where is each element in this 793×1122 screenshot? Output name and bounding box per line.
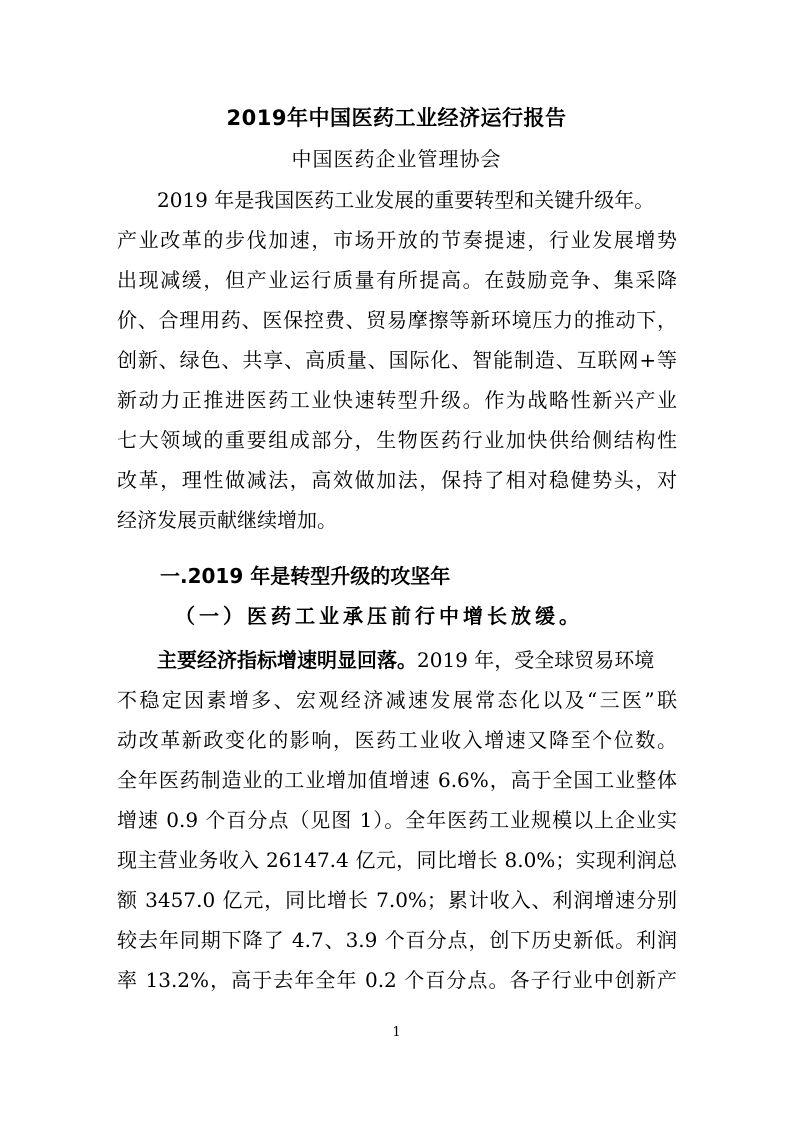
paragraph-first-line <box>157 642 677 678</box>
intro-line: 价、合理用药、医保控费、贸易摩擦等新环境压力的推动下， <box>117 308 677 332</box>
intro-line: 改革，理性做减法，高效做加法，保持了相对稳健势头，对 <box>117 468 677 492</box>
intro-line: 经济发展贡献继续增加。 <box>117 508 337 532</box>
paragraph-line: 全年医药制造业的工业增加值增速 6.6%，高于全国工业整体 <box>117 768 677 792</box>
report-author: 中国医药企业管理协会 <box>291 147 502 171</box>
paragraph-line: 现主营业务收入 26147.4 亿元，同比增长 8.0%；实现利润总 <box>117 848 677 872</box>
section-heading: 一.2019 年是转型升级的攻坚年 <box>160 564 451 588</box>
paragraph-lead: 主要经济指标增速明显回落。 <box>157 648 417 672</box>
intro-line: 2019 年是我国医药工业发展的重要转型和关键升级年。 <box>157 188 655 212</box>
intro-line: 产业改革的步伐加速，市场开放的节奏提速，行业发展增势 <box>117 228 677 252</box>
report-title: 2019年中国医药工业经济运行报告 <box>226 106 567 130</box>
intro-line: 出现减缓，但产业运行质量有所提高。在鼓励竞争、集采降 <box>117 268 677 292</box>
paragraph-line: 增速 0.9 个百分点（见图 1）。全年医药工业规模以上企业实 <box>117 808 677 832</box>
intro-line: 新动力正推进医药工业快速转型升级。作为战略性新兴产业 <box>117 388 677 412</box>
page-number: 1 <box>392 1025 401 1040</box>
paragraph-line: 较去年同期下降了 4.7、3.9 个百分点，创下历史新低。利润 <box>117 928 677 952</box>
intro-line: 七大领域的重要组成部分，生物医药行业加快供给侧结构性 <box>117 428 677 452</box>
paragraph-line: 动改革新政变化的影响，医药工业收入增速又降至个位数。 <box>117 728 677 752</box>
intro-line: 创新、绿色、共享、高质量、国际化、智能制造、互联网+等 <box>117 348 677 372</box>
paragraph-line: 额 3457.0 亿元，同比增长 7.0%；累计收入、利润增速分别 <box>117 888 677 912</box>
paragraph-line: 率 13.2%，高于去年全年 0.2 个百分点。各子行业中创新产 <box>117 968 677 992</box>
subsection-heading: （一）医药工业承压前行中增长放缓。 <box>175 604 583 628</box>
paragraph-text: 2019 年，受全球贸易环境 <box>417 648 655 672</box>
paragraph-line: 不稳定因素增多、宏观经济减速发展常态化以及“三医”联 <box>117 688 677 712</box>
